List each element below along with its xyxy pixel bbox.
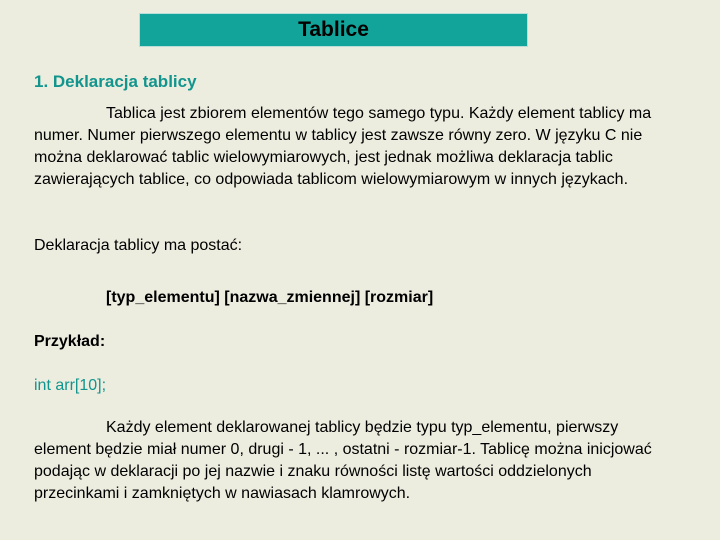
paragraph-array-definition: Tablica jest zbiorem elementów tego samego typu. Każdy element tablicy ma numer. Numer pierwszego elementu w tablicy jest zawsze równy zero. W języku C nie można deklarować tablic wielowymiarowych, jest jednak możliwa deklaracja tablic zawierających tablice, co odpowiada tablicom wielowymiarowym w innych językach. (34, 105, 652, 188)
declaration-syntax: [typ_elementu] [nazwa_zmiennej] [rozmiar] (106, 289, 434, 306)
paragraph-element-numbering: Każdy element deklarowanej tablicy będzie typu typ_elementu, pierwszy element będzie miał numer 0, drugi - 1, ... , ostatni - rozmiar-1. Tablicę można inicjować podając w deklaracji po jej nazwie i znaku równości listę wartości oddzielonych przecinkami i zamkniętych w nawiasach klamrowych. (34, 419, 652, 502)
example-label: Przykład: (34, 333, 106, 350)
slide-title: Tablice (298, 18, 369, 41)
example-code: int arr[10]; (34, 377, 107, 394)
section-heading: 1. Deklaracja tablicy (34, 72, 197, 91)
slide-title-bar (139, 13, 528, 47)
declaration-intro: Deklaracja tablicy ma postać: (34, 237, 243, 254)
